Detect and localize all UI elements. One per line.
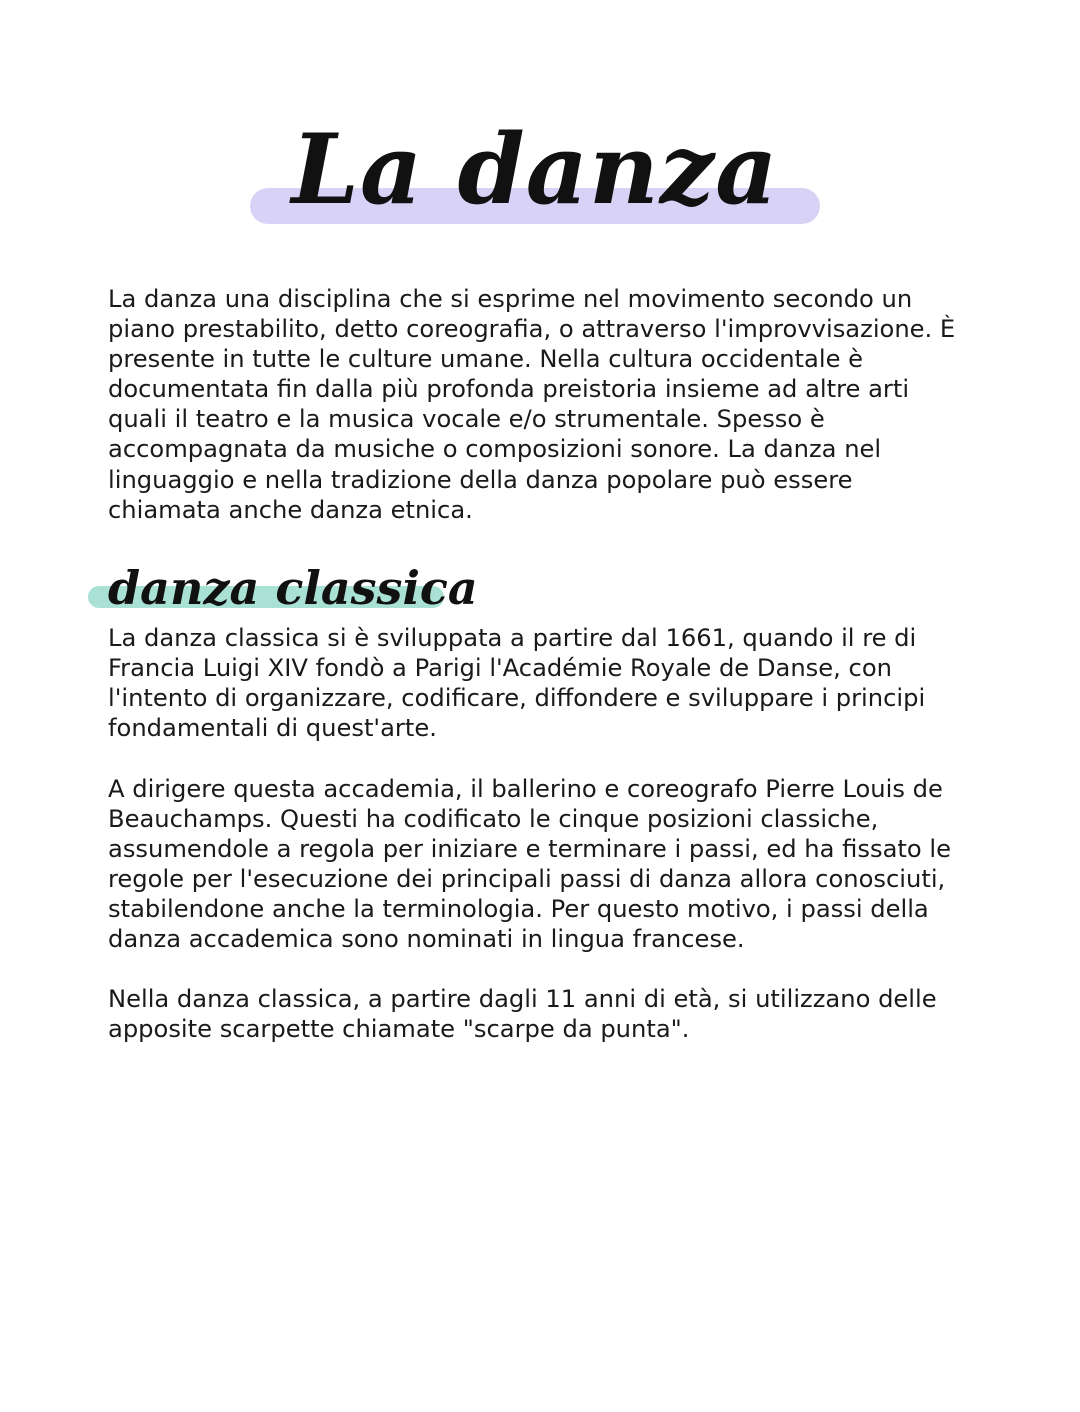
section-heading: danza classica [108,561,478,615]
section-heading-block [88,558,478,622]
intro-paragraph: La danza una disciplina che si esprime nel movimento secondo un piano prestabilito, detto coreografia, o attraverso l'improvvisazione. È presente in tutte le culture umane. Nella cultura occidentale è documentata fin dalla più profonda preistoria insieme ad altre arti quali il teatro e la musica vocale e/o strumentale. Spesso è accompagnata da musiche o composizioni sonore. La danza nel linguaggio e nella tradizione della danza popolare può essere chiamata anche danza etnica. [108,285,956,524]
page-title-block [250,110,820,250]
section-paragraph-3: Nella danza classica, a partire dagli 11 anni di età, si utilizzano delle apposite scarpette chiamate "scarpe da punta". [108,985,937,1044]
section-paragraph-2: A dirigere questa accademia, il ballerino e coreografo Pierre Louis de Beauchamps. Questi ha codificato le cinque posizioni classiche, assumendole a regola per iniziare e terminare i passi, ed ha fissato le regole per l'esecuzione dei principali passi di danza allora conosciuti, stabilendone anche la terminologia. Per questo motivo, i passi della danza accademica sono nominati in lingua francese. [108,775,951,954]
page-title: La danza [291,113,779,226]
section-paragraph-1: La danza classica si è sviluppata a partire dal 1661, quando il re di Francia Luigi XIV fondò a Parigi l'Académie Royale de Danse, con l'intento di organizzare, codificare, diffondere e sviluppare i principi fondamentali di quest'arte. [108,624,926,743]
